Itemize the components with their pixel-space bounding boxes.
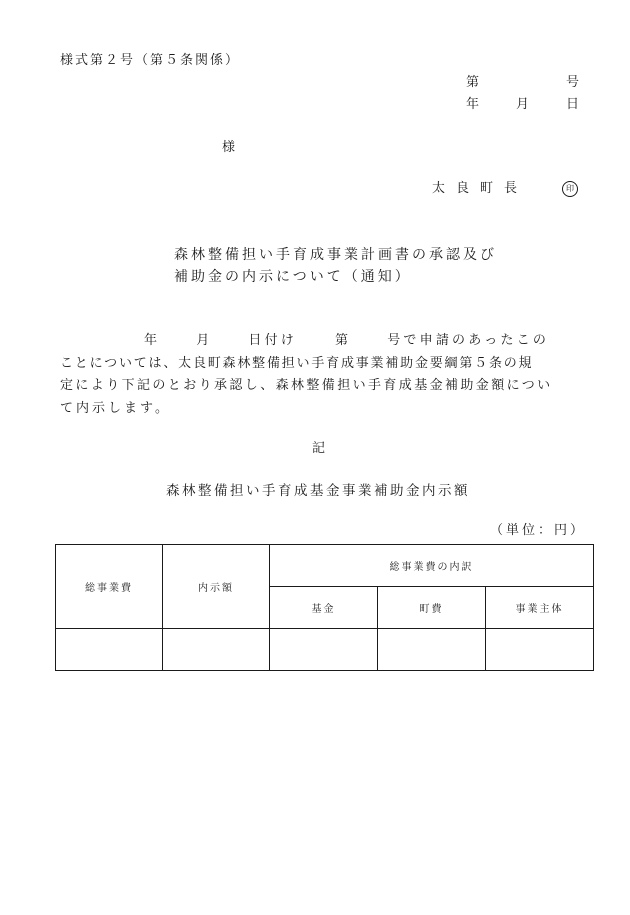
body-paragraph [60, 330, 580, 420]
body-line-3: 定により下記のとおり承認し、森林整備担い手育成基金補助金額につい [60, 378, 553, 393]
body-line-1-rest: 号で申請のあったこの [387, 333, 550, 348]
seal-mark: 印 [562, 181, 578, 197]
document-number-suffix: 号 [566, 75, 582, 90]
sender-name: 太良町長 [432, 181, 529, 196]
body-year-label: 年 [144, 333, 161, 348]
form-identifier: 様式第２号（第５条関係） [60, 53, 241, 68]
value-town-cost[interactable] [378, 629, 486, 671]
value-total-cost[interactable] [56, 629, 163, 671]
date-year-label: 年 [466, 97, 482, 112]
table-title: 森林整備担い手育成基金事業補助金内示額 [166, 483, 470, 499]
document-title-line-2: 補助金の内示について（通知） [174, 269, 412, 285]
header-town-cost: 町費 [378, 587, 486, 629]
document-title-line-1: 森林整備担い手育成事業計画書の承認及び [174, 247, 497, 263]
addressee-honorific: 様 [222, 140, 238, 155]
header-notice-amount: 内示額 [163, 545, 270, 629]
ki-heading: 記 [312, 441, 328, 456]
date-month-label: 月 [516, 97, 532, 112]
body-dated-label: 日付け [248, 333, 298, 348]
document-number-prefix: 第 [466, 75, 482, 90]
unit-label: （単位：円） [490, 523, 587, 538]
header-operator: 事業主体 [486, 587, 594, 629]
value-fund[interactable] [270, 629, 378, 671]
header-total-cost: 総事業費 [56, 545, 163, 629]
date-day-label: 日 [566, 97, 582, 112]
body-line-4: て内示します。 [60, 400, 171, 416]
header-fund: 基金 [270, 587, 378, 629]
value-notice-amount[interactable] [163, 629, 270, 671]
value-operator[interactable] [486, 629, 594, 671]
body-month-label: 月 [196, 333, 213, 348]
header-breakdown: 総事業費の内訳 [270, 545, 594, 587]
body-line-2: ことについては、太良町森林整備担い手育成事業補助金要綱第５条の規 [60, 355, 534, 371]
subsidy-table [55, 544, 594, 671]
body-number-prefix: 第 [335, 333, 352, 348]
